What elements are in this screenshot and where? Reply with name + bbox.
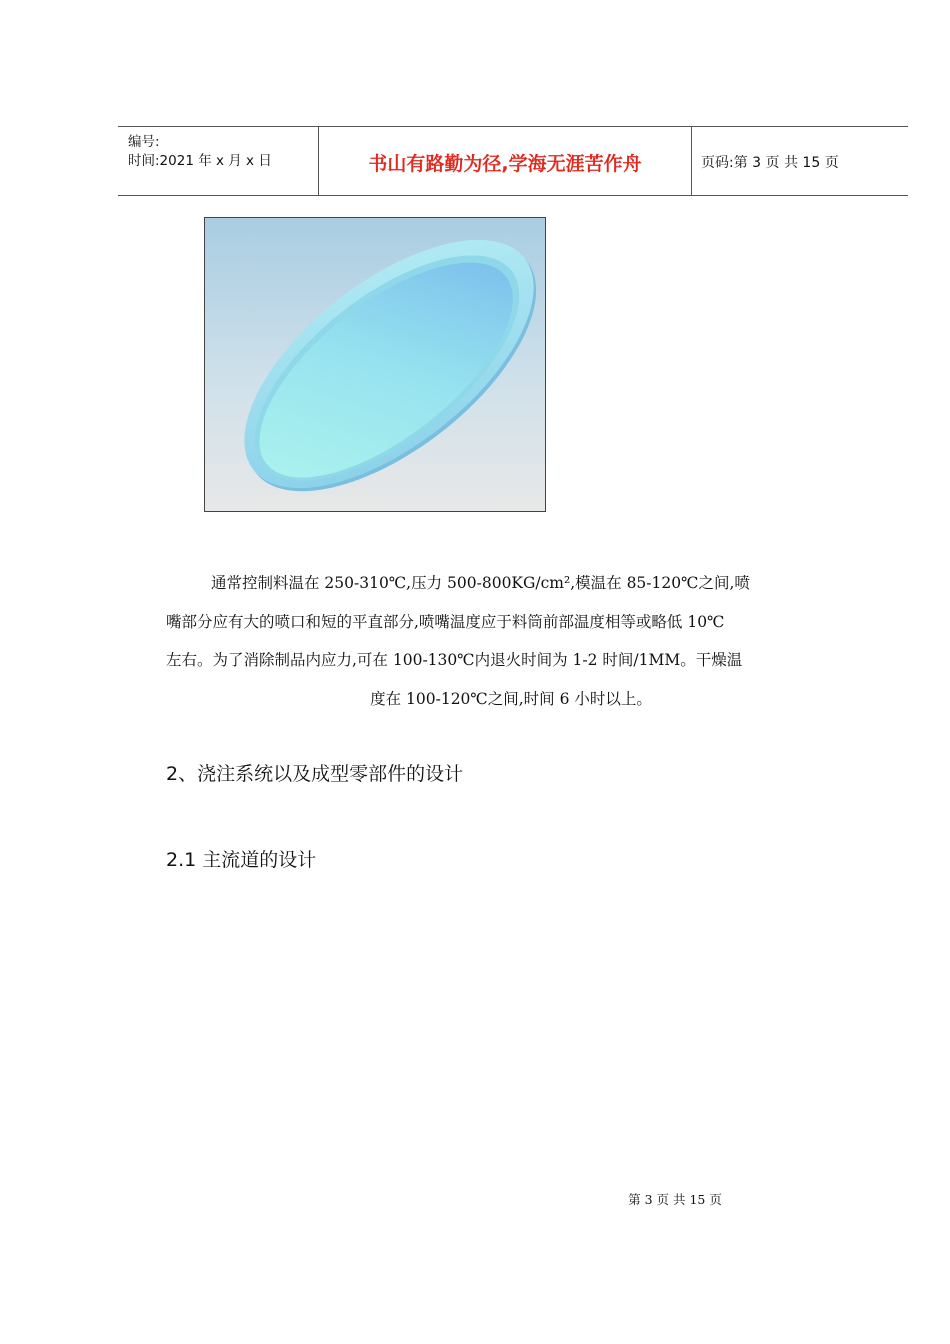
page-footer: [0, 1190, 950, 1208]
section-heading-2-1: 2.1 主流道的设计: [166, 849, 317, 871]
paragraph-line: 嘴部分应有大的喷口和短的平直部分,喷嘴温度应于料筒前部温度相等或略低 10℃: [166, 612, 725, 631]
header-page-cell: [693, 127, 908, 195]
motto-text: 书山有路勤为径,学海无涯苦作舟: [368, 153, 642, 175]
paragraph-line: 左右。为了消除制品内应力,可在 100-130℃内退火时间为 1-2 时间/1MM。干燥温: [166, 651, 743, 669]
header-meta-cell: [118, 127, 319, 195]
lens-cap-figure: [204, 217, 546, 512]
number-label: 编号:: [128, 134, 160, 150]
page-header: [118, 126, 908, 196]
header-motto-cell: [319, 127, 692, 195]
page-number-label: 页码:第 3 页 共 15 页: [701, 155, 839, 171]
paragraph-line: 通常控制料温在 250-310℃,压力 500-800KG/cm²,模温在 85-120℃之间,喷: [211, 574, 750, 592]
footer-page-number: 第 3 页 共 15 页: [628, 1192, 722, 1207]
lens-cap-image: [205, 218, 546, 512]
section-heading-2: 2、浇注系统以及成型零部件的设计: [166, 763, 464, 785]
time-label: 时间:2021 年 x 月 x 日: [128, 153, 272, 169]
paragraph-line: 度在 100-120℃之间,时间 6 小时以上。: [370, 689, 652, 708]
body-paragraph: [166, 564, 856, 718]
